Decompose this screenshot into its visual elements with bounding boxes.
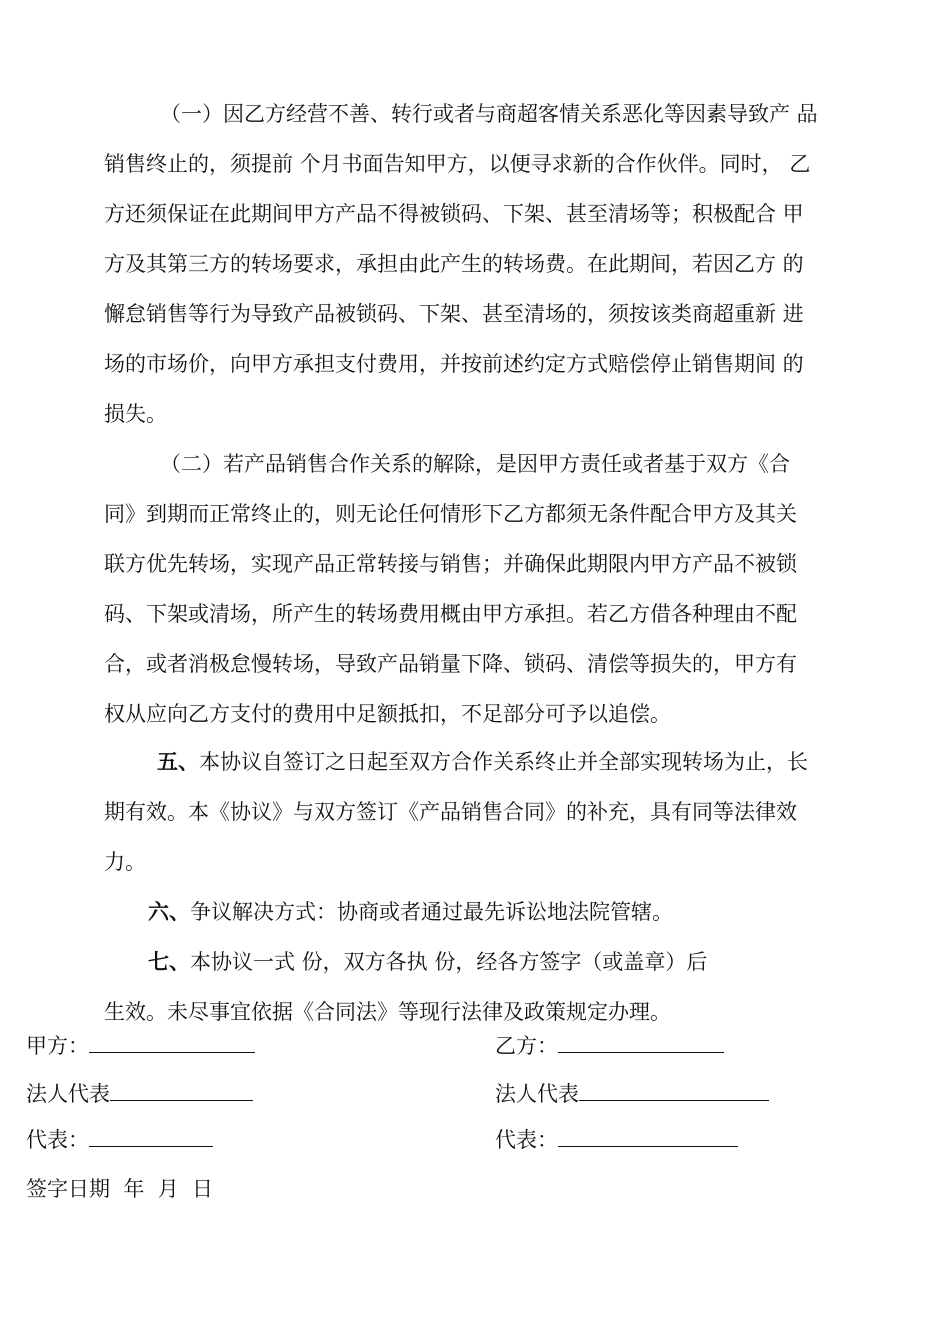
rep-a-label: 代表： xyxy=(26,1128,89,1152)
clause6-text: 争议解决方式：协商或者通过最先诉讼地法院管辖。 xyxy=(190,900,673,924)
para1-line-5: 懈怠销售等行为导致产品被锁码、下架、甚至清场的，须按该类商超重新 进 xyxy=(104,302,804,326)
para2-line-6: 权从应向乙方支付的费用中足额抵扣，不足部分可予以追偿。 xyxy=(104,702,671,726)
clause7-line-1 xyxy=(148,947,707,977)
legal-rep-b-blank[interactable] xyxy=(579,1080,769,1101)
party-a-blank[interactable] xyxy=(89,1032,255,1053)
clause5-line-2: 期有效。本《协议》与双方签订《产品销售合同》的补充，具有同等法律效 xyxy=(104,800,797,824)
legal-rep-b-row xyxy=(495,1079,769,1109)
legal-rep-a-label: 法人代表 xyxy=(26,1082,110,1106)
para1-line-3: 方还须保证在此期间甲方产品不得被锁码、下架、甚至清场等；积极配合 甲 xyxy=(104,202,804,226)
clause7-heading: 七、 xyxy=(148,949,190,974)
clause5-heading: 五、 xyxy=(157,749,199,774)
para1-line-6: 场的市场价，向甲方承担支付费用，并按前述约定方式赔偿停止销售期间 的 xyxy=(104,352,804,376)
party-a-row xyxy=(26,1031,255,1061)
clause5-line-3: 力。 xyxy=(104,850,146,874)
clause5-text: 本协议自签订之日起至双方合作关系终止并全部实现转场为止，长 xyxy=(199,750,808,774)
sign-date: 签字日期 年 月 日 xyxy=(26,1177,214,1201)
rep-b-blank[interactable] xyxy=(558,1126,738,1147)
party-b-blank[interactable] xyxy=(558,1032,724,1053)
clause7-text: 本协议一式 份，双方各执 份，经各方签字（或盖章）后 xyxy=(190,950,708,974)
legal-rep-a-row xyxy=(26,1079,253,1109)
legal-rep-a-blank[interactable] xyxy=(110,1080,253,1101)
clause6-heading: 六、 xyxy=(148,899,190,924)
para2-line-3: 联方优先转场，实现产品正常转接与销售；并确保此期限内甲方产品不被锁 xyxy=(104,552,797,576)
rep-b-label: 代表： xyxy=(495,1128,558,1152)
para1-line-2: 销售终止的，须提前 个月书面告知甲方，以便寻求新的合作伙伴。同时， 乙 xyxy=(104,152,811,176)
legal-rep-b-label: 法人代表 xyxy=(495,1082,579,1106)
party-a-label: 甲方： xyxy=(26,1034,89,1058)
rep-a-blank[interactable] xyxy=(89,1126,213,1147)
rep-b-row xyxy=(495,1125,738,1155)
rep-a-row xyxy=(26,1125,213,1155)
party-b-label: 乙方： xyxy=(495,1034,558,1058)
clause6-line xyxy=(148,897,673,927)
clause5-line-1 xyxy=(157,747,808,777)
clause7-line-2: 生效。未尽事宜依据《合同法》等现行法律及政策规定办理。 xyxy=(104,1000,671,1024)
para1-line-7: 损失。 xyxy=(104,402,167,426)
para1-line-1: （一）因乙方经营不善、转行或者与商超客情关系恶化等因素导致产 品 xyxy=(160,102,818,126)
para2-line-1: （二）若产品销售合作关系的解除，是因甲方责任或者基于双方《合 xyxy=(160,452,790,476)
para2-line-5: 合，或者消极怠慢转场，导致产品销量下降、锁码、清偿等损失的，甲方有 xyxy=(104,652,797,676)
para2-line-4: 码、下架或清场，所产生的转场费用概由甲方承担。若乙方借各种理由不配 xyxy=(104,602,797,626)
party-b-row xyxy=(495,1031,724,1061)
para1-line-4: 方及其第三方的转场要求，承担由此产生的转场费。在此期间，若因乙方 的 xyxy=(104,252,804,276)
para2-line-2: 同》到期而正常终止的，则无论任何情形下乙方都须无条件配合甲方及其关 xyxy=(104,502,797,526)
